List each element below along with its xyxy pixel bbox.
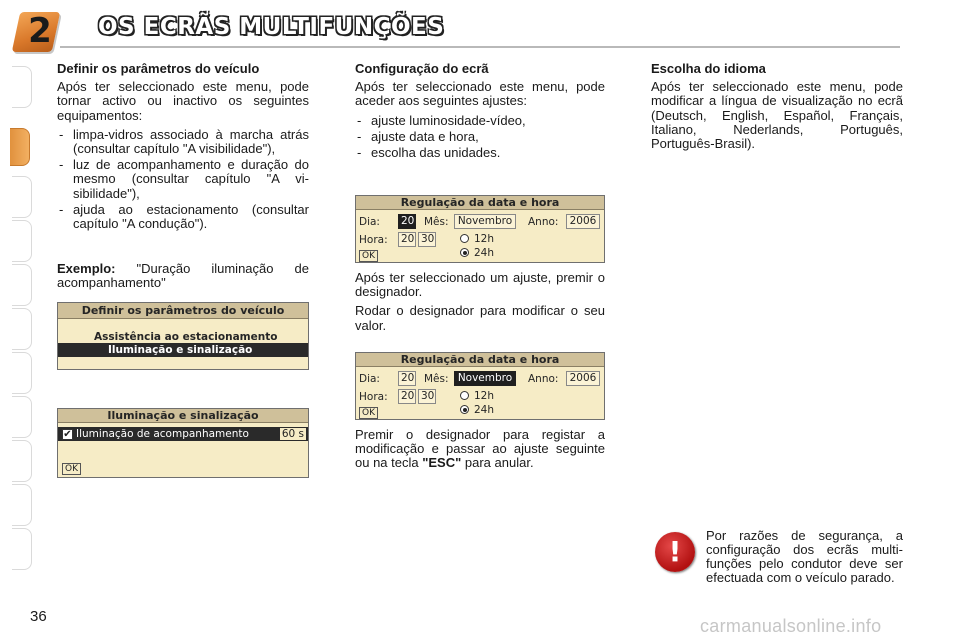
- duration-value[interactable]: 60 s: [281, 428, 304, 440]
- instruction-rotate: Rodar o designador para modificar o seu valor.: [355, 303, 605, 333]
- day-field[interactable]: 20: [398, 371, 416, 386]
- ok-button[interactable]: OK: [62, 463, 81, 475]
- screen-title: Regulação da data e hora: [356, 196, 604, 210]
- page-number: 36: [30, 608, 47, 625]
- ok-button[interactable]: OK: [359, 250, 378, 262]
- lighting-screen: [57, 408, 309, 478]
- day-label: Dia:: [359, 373, 380, 385]
- follow-me-home-label: Iluminação de acompanhamento: [76, 428, 249, 440]
- radio-24h-icon[interactable]: [460, 405, 469, 414]
- warning-icon: !: [655, 532, 695, 572]
- menu-item-lighting-selected[interactable]: Iluminação e sinalização: [58, 343, 308, 357]
- section-heading: Escolha do idioma: [651, 61, 766, 76]
- chapter-tab-4[interactable]: [12, 220, 32, 262]
- option-24h-label: 24h: [474, 247, 495, 259]
- list-item: - escolha das unidades.: [355, 146, 605, 160]
- year-label: Anno:: [528, 216, 559, 228]
- month-label: Mês:: [424, 373, 449, 385]
- screen-title: Definir os parâmetros do veículo: [58, 303, 308, 319]
- chapter-number: 2: [28, 11, 52, 51]
- equipment-list: [57, 128, 309, 231]
- section-intro: Após ter seleccionado este menu, pode aceder aos seguintes ajustes:: [355, 79, 605, 109]
- screen-config-section: [355, 62, 605, 165]
- hour-field[interactable]: 20: [398, 232, 416, 247]
- option-24h-label: 24h: [474, 404, 495, 416]
- ok-button[interactable]: OK: [359, 407, 378, 419]
- radio-12h-icon[interactable]: [460, 391, 469, 400]
- option-12h-label: 12h: [474, 233, 495, 245]
- instruction-confirm-text: Premir o designador para registar a modificação e passar ao ajuste seguinte ou na tecla: [355, 427, 605, 471]
- chapter-tab-1[interactable]: [12, 66, 32, 108]
- page-title: OS ECRÃS MULTIFUNÇÕES: [98, 14, 445, 40]
- vehicle-parameters-section: [57, 62, 309, 236]
- section-heading: Definir os parâmetros do veículo: [57, 61, 260, 76]
- chapter-tab-6[interactable]: [12, 308, 32, 350]
- month-label: Mês:: [424, 216, 449, 228]
- chapter-tab-8[interactable]: [12, 396, 32, 438]
- adjust-instructions: [355, 271, 605, 338]
- day-label: Dia:: [359, 216, 380, 228]
- minute-field[interactable]: 30: [418, 232, 436, 247]
- minute-field[interactable]: 30: [418, 389, 436, 404]
- settings-list: [355, 114, 605, 161]
- hour-label: Hora:: [359, 391, 388, 403]
- list-item: - luz de acompanhamento e duração do mesmo (consultar capítulo "A visibilidade"),: [57, 158, 309, 201]
- year-field[interactable]: 2006: [566, 214, 600, 229]
- list-item: - ajuda ao estacionamento (consultar capítulo "A condução").: [57, 203, 309, 231]
- follow-me-home-row[interactable]: [58, 427, 308, 441]
- list-item: - ajuste luminosidade-vídeo,: [355, 114, 605, 128]
- screen-title: Regulação da data e hora: [356, 353, 604, 367]
- date-time-screen-month: [355, 352, 605, 420]
- chapter-tab-10[interactable]: [12, 484, 32, 526]
- chapter-tab-7[interactable]: [12, 352, 32, 394]
- watermark: carmanualsonline.info: [700, 616, 882, 636]
- list-item: - ajuste data e hora,: [355, 130, 605, 144]
- example-label: Exemplo:: [57, 261, 116, 276]
- year-field[interactable]: 2006: [566, 371, 600, 386]
- instruction-confirm: [355, 428, 605, 471]
- year-label: Anno:: [528, 373, 559, 385]
- esc-key-label: "ESC": [422, 455, 462, 471]
- checkbox-checked-icon[interactable]: ✔: [63, 429, 72, 440]
- date-time-screen-day: [355, 195, 605, 263]
- section-heading: Configuração do ecrã: [355, 61, 489, 76]
- radio-12h-icon[interactable]: [460, 234, 469, 243]
- hour-label: Hora:: [359, 234, 388, 246]
- screen-title: Iluminação e sinalização: [58, 409, 308, 423]
- language-text: Após ter seleccionado este menu, pode modificar a língua de visualização no ecrã (Deutsch, English, Español, Français, Italiano, Nederlands, Português, Português-Brasil).: [651, 79, 903, 152]
- month-field-selected[interactable]: Novembro: [454, 371, 516, 386]
- vehicle-parameters-screen: [57, 302, 309, 370]
- list-item: - limpa-vidros associado à marcha atrás (consultar capítulo "A visibilidade"),: [57, 128, 309, 156]
- instruction-select: Após ter seleccionado um ajuste, premir o designador.: [355, 270, 605, 300]
- language-section: [651, 62, 903, 156]
- example-text: "Duração iluminação de acompanhamento": [57, 261, 309, 291]
- chapter-tabs: [12, 66, 34, 576]
- option-12h-label: 12h: [474, 390, 495, 402]
- menu-item-parking-assist[interactable]: Assistência ao estacionamento: [94, 331, 278, 343]
- section-intro: Após ter seleccionado este menu, pode tornar activo ou inactivo os seguintes equipamentos:: [57, 79, 309, 123]
- chapter-tab-5[interactable]: [12, 264, 32, 306]
- day-field[interactable]: 20: [398, 214, 416, 229]
- chapter-tab-9[interactable]: [12, 440, 32, 482]
- chapter-tab-11[interactable]: [12, 528, 32, 570]
- chapter-tab-2-active[interactable]: [10, 128, 30, 166]
- hour-field[interactable]: 20: [398, 389, 416, 404]
- radio-24h-icon[interactable]: [460, 248, 469, 257]
- header-divider: [60, 46, 900, 48]
- chapter-tab-3[interactable]: [12, 176, 32, 218]
- safety-warning-text: Por razões de segurança, a configuração dos ecrãs multifunções pelo condutor deve ser efectuada com o veículo parado.: [706, 528, 903, 585]
- month-field[interactable]: Novembro: [454, 214, 516, 229]
- instruction-cancel-text: para anular.: [461, 455, 534, 471]
- example-paragraph: [57, 262, 309, 290]
